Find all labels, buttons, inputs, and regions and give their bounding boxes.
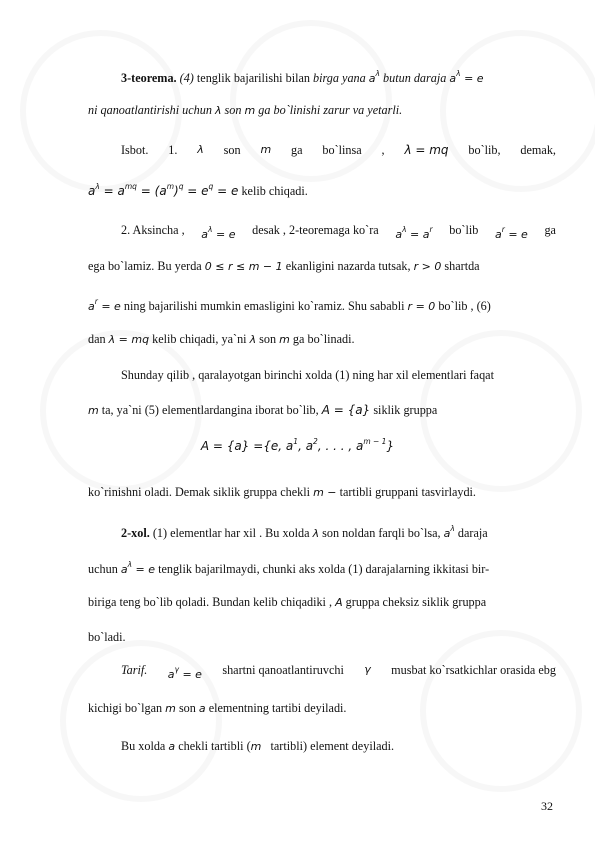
text: tenglik bajarilmaydi, chunki aks xolda (1) darajalarning ikkitasi bir- — [158, 562, 490, 576]
display-formula-cyclic-group: A = {a} ={e, $a^1$, $a^2$, . . . , $a^{m - 1}$} — [200, 437, 395, 453]
text: ga — [544, 223, 556, 237]
proof-line-1 — [121, 142, 556, 158]
formula-a-lambda: $a^\lambda$ — [443, 524, 455, 540]
formula-a: a — [198, 702, 206, 715]
text: bo`linsa — [322, 143, 362, 157]
formula-m: m — [244, 104, 256, 117]
formula-ar-e: $a^r = e$ — [494, 225, 528, 241]
formula-lambda: λ — [214, 104, 222, 117]
text: musbat ko`rsatkichlar orasida ebg — [391, 663, 556, 677]
text: tartibli) element deyiladi. — [270, 739, 395, 753]
formula-chain: $a^\lambda = a^{mq} = (a^m)^q = e^q = e$ — [88, 182, 239, 198]
text: shartda — [444, 259, 480, 273]
formula-lambda: λ — [197, 143, 204, 156]
formula-a-lambda: $a^\lambda$ — [368, 69, 380, 85]
text: ga bo`linishi zarur va yetarli. — [258, 103, 403, 117]
text: ga bo`linadi. — [292, 332, 355, 346]
formula-m: m — [250, 740, 262, 753]
theorem-title: 3-teorema. — [121, 71, 177, 85]
definition-title: Tarif. — [121, 663, 148, 677]
formula-m: m — [279, 333, 290, 346]
text: tenglik bajarilishi bilan — [196, 71, 310, 85]
text: bo`ladi. — [88, 630, 126, 644]
case-title: 2-xol. — [121, 526, 150, 540]
text: ta, ya`ni (5) elementlardangina iborat bo`lib, — [101, 403, 319, 417]
formula-m: m — [260, 143, 272, 156]
text: demak, — [520, 143, 556, 157]
formula-a-lambda-e: $a^\lambda = e$ — [201, 225, 236, 241]
para3-line-3 — [88, 294, 556, 315]
text: uchun — [88, 562, 118, 576]
formula-lambda-mq: λ = mq — [108, 333, 150, 346]
text: son — [178, 701, 196, 715]
text: son — [223, 143, 241, 157]
text: (1) elementlar har xil . Bu xolda — [152, 526, 310, 540]
text: ekanligini nazarda tutsak, — [285, 259, 411, 273]
text: son — [259, 332, 277, 346]
formula-a-lambda-e: $a^\lambda = e$ — [449, 69, 484, 85]
formula-lambda: λ — [249, 333, 257, 346]
text: dan — [88, 332, 106, 346]
formula-r-range: 0 ≤ r ≤ m − 1 — [204, 260, 283, 273]
text: Shunday qilib , qaralayotgan birinchi xolda (1) ning har xil elementlari faqat — [121, 368, 494, 382]
para5-line-4 — [88, 629, 556, 645]
para5-line-3 — [88, 594, 556, 611]
para3-line-4 — [88, 331, 556, 348]
para4-line-2 — [88, 402, 556, 419]
para4-line-3 — [88, 484, 556, 501]
formula-gamma: γ — [364, 663, 371, 676]
text: son — [224, 103, 242, 117]
definition-line-2 — [88, 700, 556, 717]
text: Isbot. — [121, 143, 149, 157]
formula-a: a — [168, 740, 176, 753]
formula-a-gamma-e: $a^\gamma = e$ — [167, 665, 202, 681]
para3-line-2 — [88, 258, 556, 275]
formula-lambda: λ — [312, 527, 320, 540]
text: ko`rinishni oladi. Demak siklik gruppa chekli — [88, 485, 311, 499]
para5-line-2 — [88, 557, 556, 578]
formula-lambda-mq: λ = mq — [404, 143, 449, 157]
text: birga yana — [313, 71, 366, 85]
formula-ar-e: $a^r = e$ — [88, 297, 121, 313]
formula-r-zero: r = 0 — [407, 300, 436, 313]
para3-line-1 — [121, 222, 556, 243]
page-number: 32 — [541, 799, 553, 813]
formula-r-gt-0: r > 0 — [413, 260, 442, 273]
formula-A: A — [335, 596, 343, 609]
text: kelib chiqadi, ya`ni — [152, 332, 247, 346]
text: , — [381, 143, 385, 157]
text: tartibli gruppani tasvirlaydi. — [339, 485, 476, 499]
formula-a-lambda-ar: $a^\lambda = a^r$ — [395, 225, 433, 241]
text: bo`lib , (6) — [438, 299, 491, 313]
para4-line-1 — [121, 367, 556, 383]
definition-line-1 — [121, 662, 556, 683]
text: biriga teng bo`lib qoladi. Bundan kelib chiqadiki , — [88, 595, 333, 609]
proof-line-2 — [88, 179, 556, 199]
text: siklik gruppa — [373, 403, 438, 417]
formula-A-eq-a: A = {a} — [321, 403, 371, 417]
text: butun daraja — [383, 71, 447, 85]
text: Bu xolda — [121, 739, 166, 753]
para7-line-1 — [121, 738, 556, 755]
text: kichigi bo`lgan — [88, 701, 163, 715]
text: daraja — [457, 526, 488, 540]
formula-m: m — [165, 702, 176, 715]
text: 2. Aksincha , — [121, 223, 185, 237]
theorem-ref: (4) — [179, 71, 194, 85]
text: bo`lib — [449, 223, 479, 237]
text: 1. — [168, 143, 178, 157]
text: ega bo`lamiz. Bu yerda — [88, 259, 202, 273]
text: bo`lib, — [468, 143, 501, 157]
formula-a-lambda-e: $a^\lambda = e$ — [120, 560, 156, 576]
text: chekli tartibli ( — [178, 739, 251, 753]
formula-m-minus: m − — [313, 486, 337, 499]
text: kelib chiqadi. — [241, 184, 308, 198]
formula-m: m — [88, 404, 99, 417]
text: ni qanoatlantirishi uchun — [88, 103, 212, 117]
para5-line-1 — [121, 521, 556, 542]
text: ga — [291, 143, 303, 157]
text: son noldan farqli bo`lsa, — [322, 526, 441, 540]
text: desak , 2-teoremaga ko`ra — [252, 223, 379, 237]
theorem-line-2 — [88, 102, 556, 119]
text: elementning tartibi deyiladi. — [208, 701, 347, 715]
text: gruppa cheksiz siklik gruppa — [345, 595, 487, 609]
text: ning bajarilishi mumkin emasligini ko`ramiz. Shu sababli — [123, 299, 405, 313]
theorem-line-1 — [121, 66, 556, 87]
text: shartni qanoatlantiruvchi — [222, 663, 344, 677]
